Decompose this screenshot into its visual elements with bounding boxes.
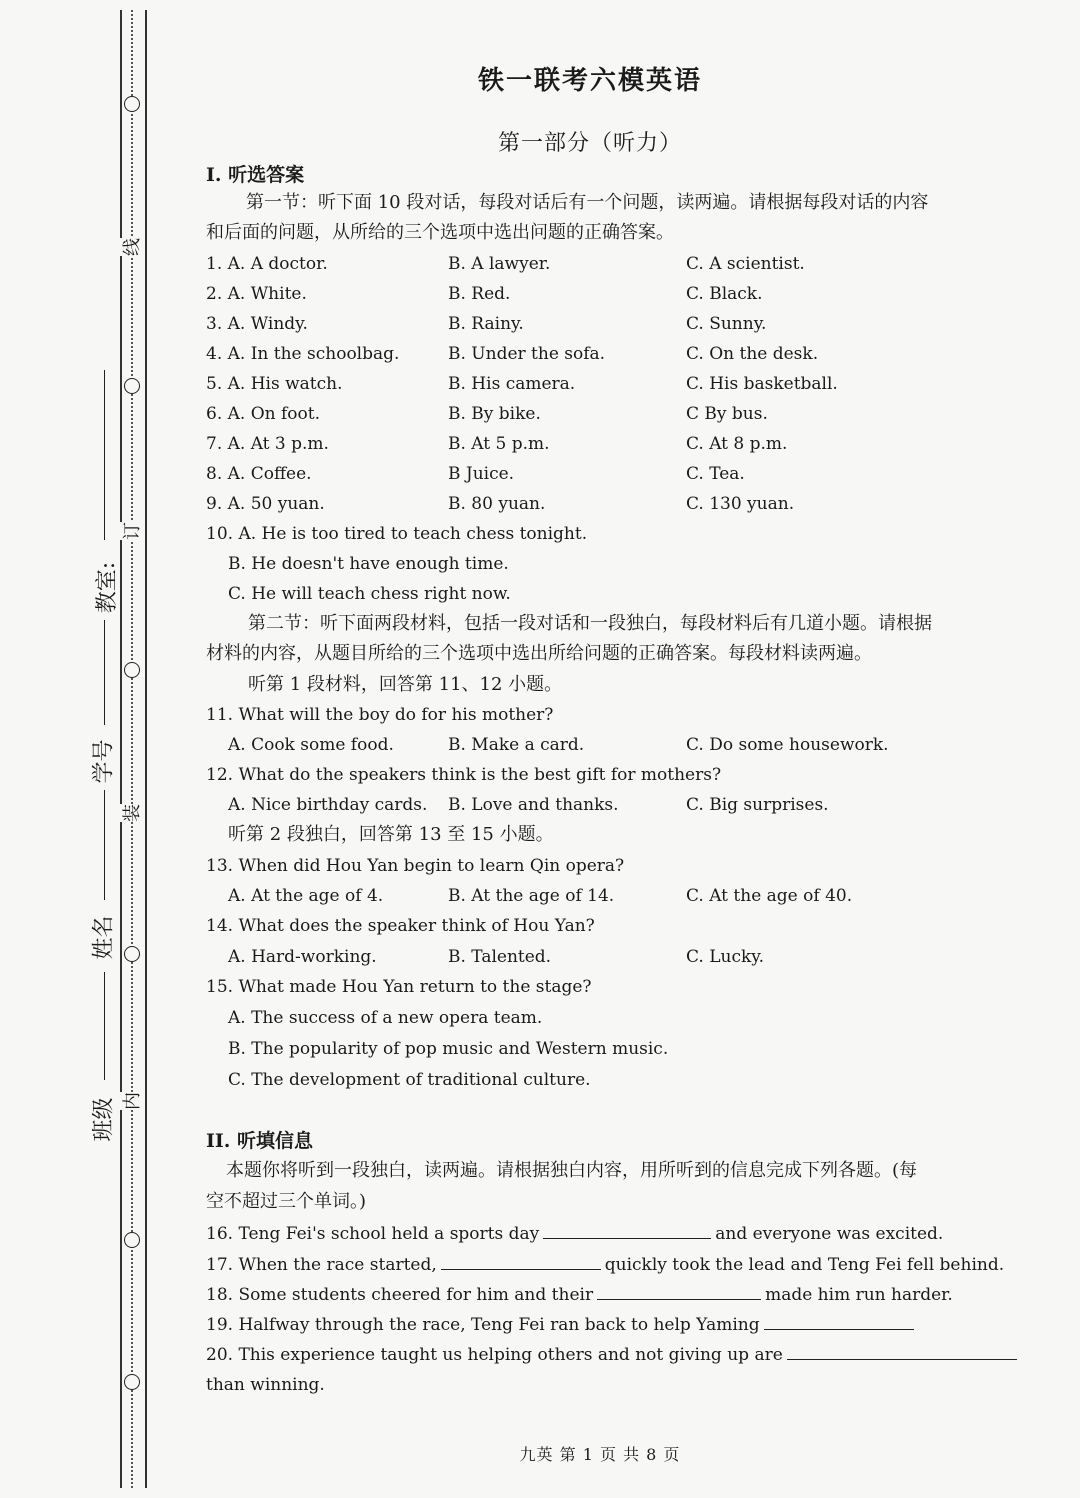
option-c: C. On the desk. xyxy=(686,344,819,364)
option-c: C. 130 yuan. xyxy=(686,494,795,514)
option-c: C. Tea. xyxy=(686,464,745,484)
q19-text-before: 19. Halfway through the race, Teng Fei ran back to help Yaming xyxy=(206,1315,760,1335)
q17-text-after: quickly took the lead and Teng Fei fell behind. xyxy=(604,1255,1005,1275)
q19-answer-blank[interactable] xyxy=(764,1311,914,1330)
option-c: C. Lucky. xyxy=(686,947,765,967)
option-a: A. At the age of 4. xyxy=(228,886,384,906)
q14-options xyxy=(206,942,1006,972)
q17-answer-blank[interactable] xyxy=(441,1251,601,1270)
question-row-5 xyxy=(206,369,1006,399)
name-blank[interactable] xyxy=(104,790,105,900)
q18 xyxy=(206,1280,953,1310)
q17 xyxy=(206,1250,1004,1280)
section2-intro-line1: 本题你将听到一段独白，读两遍。请根据独白内容，用所听到的信息完成下列各题。(每 xyxy=(226,1160,918,1181)
q13-stem: 13. When did Hou Yan begin to learn Qin opera? xyxy=(206,856,625,876)
section2-heading: II. 听填信息 xyxy=(206,1130,314,1152)
option-a: 5. A. His watch. xyxy=(206,374,343,394)
question-row-9 xyxy=(206,489,1006,519)
margin-border-line xyxy=(145,10,147,1488)
option-b: B. By bike. xyxy=(448,404,541,424)
option-c: C. Do some housework. xyxy=(686,735,889,755)
binding-hole-circle xyxy=(124,1232,140,1248)
option-a: 1. A. A doctor. xyxy=(206,254,328,274)
question-row-7 xyxy=(206,429,1006,459)
q10-option-b: B. He doesn't have enough time. xyxy=(228,554,509,574)
option-c: C. His basketball. xyxy=(686,374,838,394)
option-c: C. Big surprises. xyxy=(686,795,829,815)
question-row-2 xyxy=(206,279,1006,309)
q19 xyxy=(206,1310,918,1340)
part-title: 第一部分（听力） xyxy=(497,131,682,156)
option-b: B. A lawyer. xyxy=(448,254,551,274)
q10-option-a: 10. A. He is too tired to teach chess tonight. xyxy=(206,524,588,544)
seal-char-zhuang: 装 xyxy=(118,804,144,822)
q15-stem: 15. What made Hou Yan return to the stage? xyxy=(206,977,592,997)
question-row-8 xyxy=(206,459,1006,489)
q18-text-after: made him run harder. xyxy=(765,1285,953,1305)
student-id-blank[interactable] xyxy=(104,620,105,725)
q11-stem: 11. What will the boy do for his mother? xyxy=(206,705,554,725)
q20-answer-blank[interactable] xyxy=(787,1341,1017,1360)
question-row-6 xyxy=(206,399,1006,429)
option-c: C. A scientist. xyxy=(686,254,805,274)
material1-note: 听第 1 段材料，回答第 11、12 小题。 xyxy=(248,674,563,695)
q11-options xyxy=(206,730,1006,760)
question-row-4 xyxy=(206,339,1006,369)
option-a: 9. A. 50 yuan. xyxy=(206,494,325,514)
q17-text-before: 17. When the race started, xyxy=(206,1255,437,1275)
part2-intro-line2: 材料的内容，从题目所给的三个选项中选出所给问题的正确答案。每段材料读两遍。 xyxy=(206,643,872,664)
q20-continuation: than winning. xyxy=(206,1375,325,1395)
option-b: B. At the age of 14. xyxy=(448,886,615,906)
option-b: B. 80 yuan. xyxy=(448,494,546,514)
option-a: 2. A. White. xyxy=(206,284,307,304)
option-c: C By bus. xyxy=(686,404,768,424)
seal-char-ding: 订 xyxy=(118,522,144,540)
class-blank[interactable] xyxy=(104,972,105,1080)
q12-stem: 12. What do the speakers think is the best gift for mothers? xyxy=(206,765,722,785)
option-b: B. Under the sofa. xyxy=(448,344,606,364)
material2-note: 听第 2 段独白，回答第 13 至 15 小题。 xyxy=(228,824,554,845)
option-a: A. Nice birthday cards. xyxy=(228,795,428,815)
option-a: A. Hard-working. xyxy=(228,947,377,967)
option-c: C. At 8 p.m. xyxy=(686,434,788,454)
binding-hole-circle xyxy=(124,378,140,394)
option-c: C. Black. xyxy=(686,284,763,304)
section1-intro-line2: 和后面的问题，从所给的三个选项中选出问题的正确答案。 xyxy=(206,222,674,243)
question-row-1 xyxy=(206,249,1006,279)
option-c: C. Sunny. xyxy=(686,314,767,334)
binding-margin xyxy=(0,0,160,1498)
option-b: B. Red. xyxy=(448,284,511,304)
option-a: 4. A. In the schoolbag. xyxy=(206,344,400,364)
q20 xyxy=(206,1340,1021,1370)
seal-char-nei: 内 xyxy=(118,1092,144,1110)
binding-hole-circle xyxy=(124,662,140,678)
section1-intro-line1: 第一节：听下面 10 段对话，每段对话后有一个问题，读两遍。请根据每段对话的内容 xyxy=(246,192,929,213)
classroom-blank[interactable] xyxy=(104,370,105,540)
q18-answer-blank[interactable] xyxy=(597,1281,761,1300)
option-b: B. Make a card. xyxy=(448,735,585,755)
q14-stem: 14. What does the speaker think of Hou Yan? xyxy=(206,916,595,936)
seal-char-xian: 线 xyxy=(118,238,144,256)
option-a: 3. A. Windy. xyxy=(206,314,308,334)
exam-title: 铁一联考六模英语 xyxy=(477,66,702,96)
class-label: 班级 xyxy=(91,1097,117,1142)
q15-option-b: B. The popularity of pop music and Western music. xyxy=(228,1039,669,1059)
q15-option-a: A. The success of a new opera team. xyxy=(228,1008,543,1028)
name-label: 姓名 xyxy=(91,915,117,960)
q16-answer-blank[interactable] xyxy=(543,1220,711,1239)
section1-heading: I. 听选答案 xyxy=(206,164,305,186)
q18-text-before: 18. Some students cheered for him and their xyxy=(206,1285,594,1305)
q16-text-before: 16. Teng Fei's school held a sports day xyxy=(206,1224,540,1244)
option-b: B Juice. xyxy=(448,464,515,484)
option-a: 7. A. At 3 p.m. xyxy=(206,434,329,454)
cut-line xyxy=(131,10,133,1488)
option-c: C. At the age of 40. xyxy=(686,886,853,906)
q16 xyxy=(206,1219,943,1249)
section2-intro-line2: 空不超过三个单词。) xyxy=(206,1191,367,1212)
question-row-3 xyxy=(206,309,1006,339)
page-footer: 九英 第 1 页 共 8 页 xyxy=(519,1445,681,1464)
binding-hole-circle xyxy=(124,96,140,112)
option-a: 6. A. On foot. xyxy=(206,404,320,424)
option-b: B. Rainy. xyxy=(448,314,524,334)
part2-intro-line1: 第二节：听下面两段材料，包括一段对话和一段独白，每段材料后有几道小题。请根据 xyxy=(248,613,932,634)
option-b: B. Talented. xyxy=(448,947,552,967)
q16-text-after: and everyone was excited. xyxy=(715,1224,944,1244)
option-b: B. At 5 p.m. xyxy=(448,434,550,454)
option-b: B. Love and thanks. xyxy=(448,795,619,815)
student-id-label: 学号 xyxy=(91,739,117,784)
binding-hole-circle xyxy=(124,946,140,962)
margin-border-line xyxy=(120,10,122,1488)
q20-text-before: 20. This experience taught us helping others and not giving up are xyxy=(206,1345,783,1365)
q10-option-c: C. He will teach chess right now. xyxy=(228,584,511,604)
q13-options xyxy=(206,881,1006,911)
q15-option-c: C. The development of traditional culture. xyxy=(228,1070,591,1090)
classroom-label: 教室: xyxy=(95,561,121,614)
option-a: 8. A. Coffee. xyxy=(206,464,312,484)
option-a: A. Cook some food. xyxy=(228,735,394,755)
binding-hole-circle xyxy=(124,1374,140,1390)
option-b: B. His camera. xyxy=(448,374,576,394)
q12-options xyxy=(206,790,1006,820)
